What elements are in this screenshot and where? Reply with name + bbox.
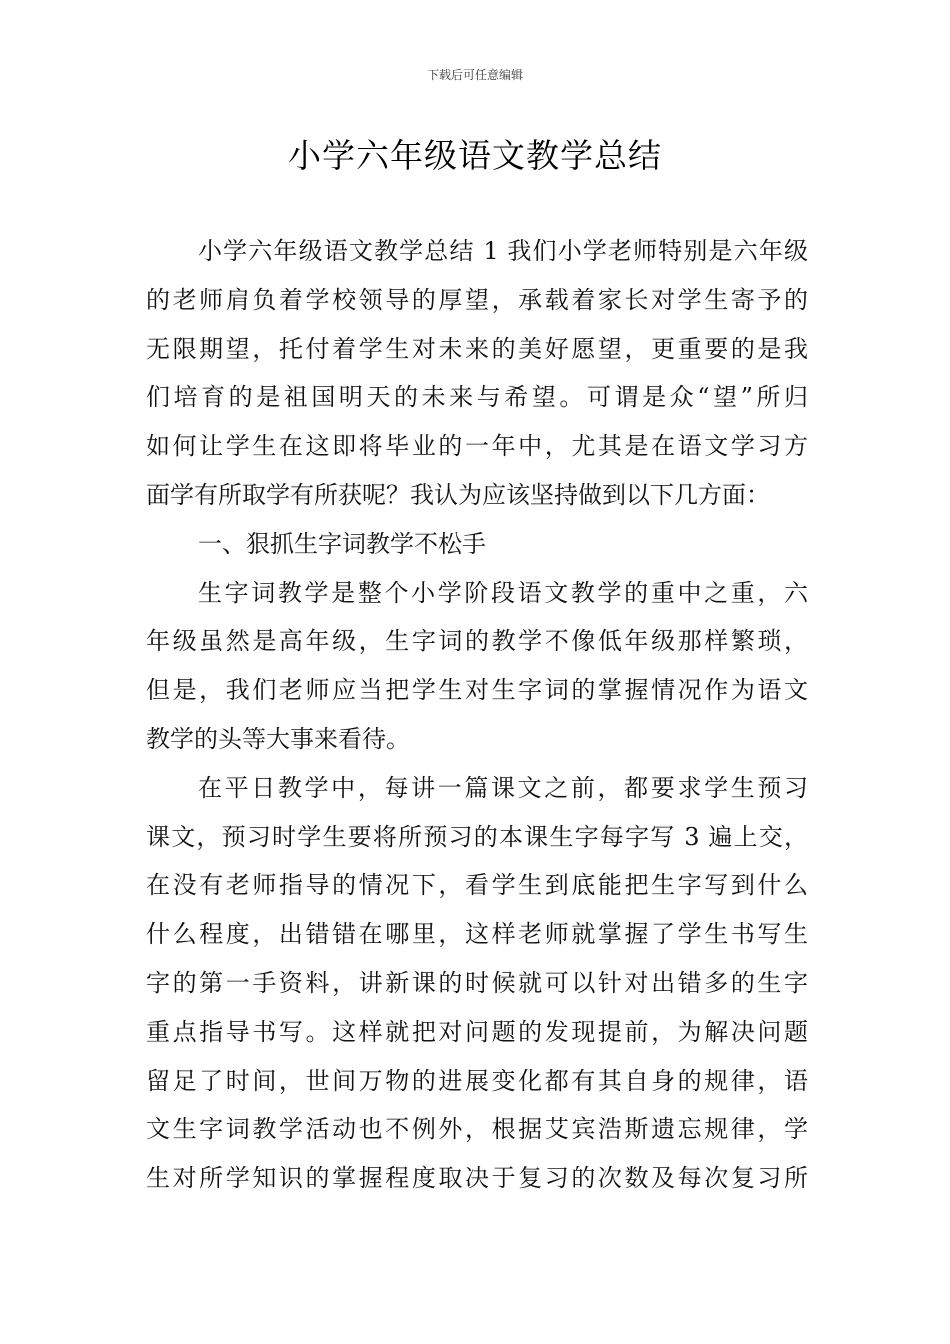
section-heading: 一、狠抓生字词教学不松手 — [198, 529, 486, 558]
body-line: 面学有所取学有所获呢？我认为应该坚持做到以下几方面： — [146, 480, 770, 509]
header-note: 下载后可任意编辑 — [426, 68, 523, 82]
body-line: 留足了时间，世间万物的进展变化都有其自身的规律，语 — [146, 1066, 808, 1095]
body-line: 但是，我们老师应当把学生对生字词的掌握情况作为语文 — [146, 676, 808, 705]
body-line: 生字词教学是整个小学阶段语文教学的重中之重，六 — [198, 578, 808, 607]
body-line: 课文，预习时学生要将所预习的本课生字每字写 3 遍上交， — [146, 822, 808, 851]
body-line: 字的第一手资料，讲新课的时候就可以针对出错多的生字 — [146, 968, 808, 997]
body-line: 无限期望，托付着学生对未来的美好愿望，更重要的是我 — [146, 334, 808, 363]
body-line: 在没有老师指导的情况下，看学生到底能把生字写到什么 — [146, 871, 808, 900]
document-title: 小学六年级语文教学总结 — [288, 136, 662, 175]
body-line: 如何让学生在这即将毕业的一年中，尤其是在语文学习方 — [146, 432, 808, 461]
body-line: 教学的头等大事来看待。 — [146, 724, 410, 753]
document-body — [146, 227, 808, 1203]
body-line: 小学六年级语文教学总结 1 我们小学老师特别是六年级 — [198, 237, 808, 265]
body-line: 重点指导书写。这样就把对问题的发现提前，为解决问题 — [146, 1017, 808, 1046]
body-line: 们培育的是祖国明天的未来与希望。可谓是众“望”所归 — [146, 383, 808, 412]
body-line: 生对所学知识的掌握程度取决于复习的次数及每次复习所 — [146, 1164, 808, 1193]
body-line: 的老师肩负着学校领导的厚望，承载着家长对学生寄予的 — [146, 285, 808, 314]
body-line: 什么程度，出错错在哪里，这样老师就掌握了学生书写生 — [146, 920, 808, 949]
body-line: 年级虽然是高年级，生字词的教学不像低年级那样繁琐， — [146, 627, 808, 656]
body-line: 在平日教学中，每讲一篇课文之前，都要求学生预习 — [198, 773, 808, 802]
body-line: 文生字词教学活动也不例外，根据艾宾浩斯遗忘规律，学 — [146, 1115, 808, 1144]
